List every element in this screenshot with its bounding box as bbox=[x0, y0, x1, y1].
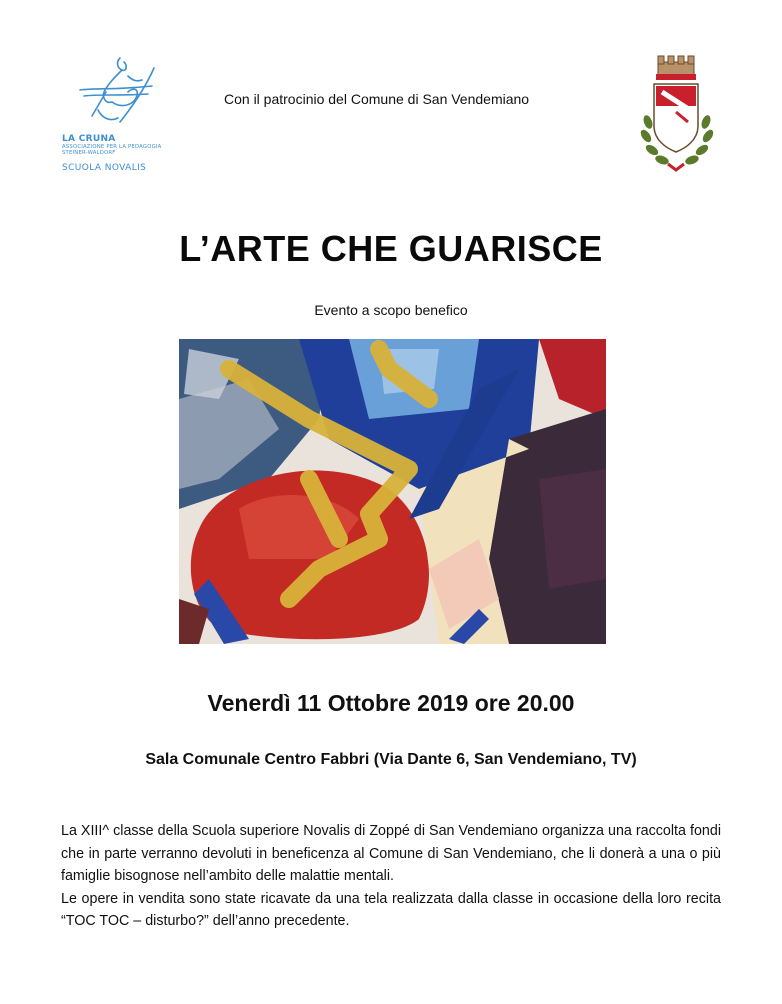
coat-of-arms-icon bbox=[632, 52, 722, 180]
description-paragraph-2: Le opere in vendita sono state ricavate da una tela realizzata dalla classe in occasione della loro recita “TOC TOC – disturbo?” dell’anno precedente. bbox=[61, 890, 721, 929]
dancer-logo-icon bbox=[62, 52, 162, 134]
logo-tagline-1: ASSOCIAZIONE PER LA PEDAGOGIA bbox=[62, 144, 162, 151]
event-subtitle: Evento a scopo benefico bbox=[314, 302, 468, 318]
logo-tagline-2: STEINER-WALDORF bbox=[62, 150, 116, 157]
painting-image bbox=[179, 339, 606, 644]
abstract-painting bbox=[179, 339, 606, 644]
logo-text-block bbox=[62, 134, 161, 173]
event-description bbox=[61, 820, 721, 933]
page-title: L’ARTE CHE GUARISCE bbox=[179, 228, 603, 269]
association-logo bbox=[62, 52, 182, 184]
municipal-crest bbox=[632, 52, 722, 180]
logo-name: LA CRUNA bbox=[62, 134, 116, 144]
event-date: Venerdì 11 Ottobre 2019 ore 20.00 bbox=[207, 690, 575, 716]
logo-school: SCUOLA NOVALIS bbox=[62, 162, 147, 173]
patronage-text: Con il patrocinio del Comune di San Vendemiano bbox=[224, 91, 530, 107]
description-paragraph-1: La XIII^ classe della Scuola superiore Novalis di Zoppé di San Vendemiano organizza una raccolta fondi che in parte verranno devoluti in beneficenza al Comune di San Vendemiano, che li donerà a una o più famiglie bisognose nell’ambito delle malattie mentali. bbox=[61, 823, 721, 884]
event-venue: Sala Comunale Centro Fabbri (Via Dante 6, San Vendemiano, TV) bbox=[145, 751, 637, 768]
